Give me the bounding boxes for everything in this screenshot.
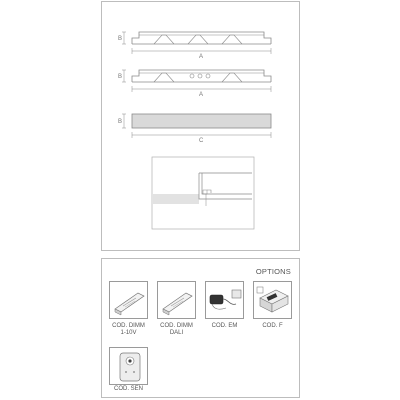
option-dimm-dali-label <box>156 323 197 337</box>
option-dimm-1-10v-label-line1: COD. DIMM <box>112 323 145 329</box>
option-dimm-1-10v[interactable] <box>109 281 148 319</box>
profile-3 <box>122 114 271 138</box>
options-title: OPTIONS <box>255 267 291 276</box>
emergency-kit-icon <box>206 282 245 320</box>
profile-1 <box>122 32 271 54</box>
profile-1-height-label: B <box>118 36 123 42</box>
option-f[interactable] <box>253 281 292 319</box>
dimmable-driver-1-10v-icon <box>110 282 149 320</box>
profile-2-length-label: A <box>199 92 204 98</box>
option-f-label: COD. F <box>262 323 283 329</box>
option-em[interactable] <box>205 281 244 319</box>
option-dimm-1-10v-label <box>108 323 149 337</box>
dali-driver-icon <box>158 282 197 320</box>
profile-1-length-label: A <box>199 54 204 60</box>
option-dimm-1-10v-label-line2: 1-10V <box>120 330 137 336</box>
option-sen-label: COD. SEN <box>113 386 143 392</box>
fuse-holder-icon <box>254 282 293 320</box>
sensor-icon <box>110 348 149 386</box>
options-panel <box>101 258 300 398</box>
profile-3-length-label: C <box>199 138 204 144</box>
installation-detail <box>152 157 254 229</box>
technical-drawing <box>102 2 301 252</box>
option-dimm-dali[interactable] <box>157 281 196 319</box>
profile-3-height-label: B <box>118 119 123 125</box>
option-dimm-dali-label-line2: DALI <box>169 330 184 336</box>
option-em-label: COD. EM <box>211 323 238 329</box>
technical-drawing-panel <box>101 1 300 251</box>
profile-2-height-label: B <box>118 74 123 80</box>
option-dimm-dali-label-line1: COD. DIMM <box>160 323 193 329</box>
option-sen[interactable] <box>109 347 148 385</box>
profile-2 <box>122 70 271 92</box>
